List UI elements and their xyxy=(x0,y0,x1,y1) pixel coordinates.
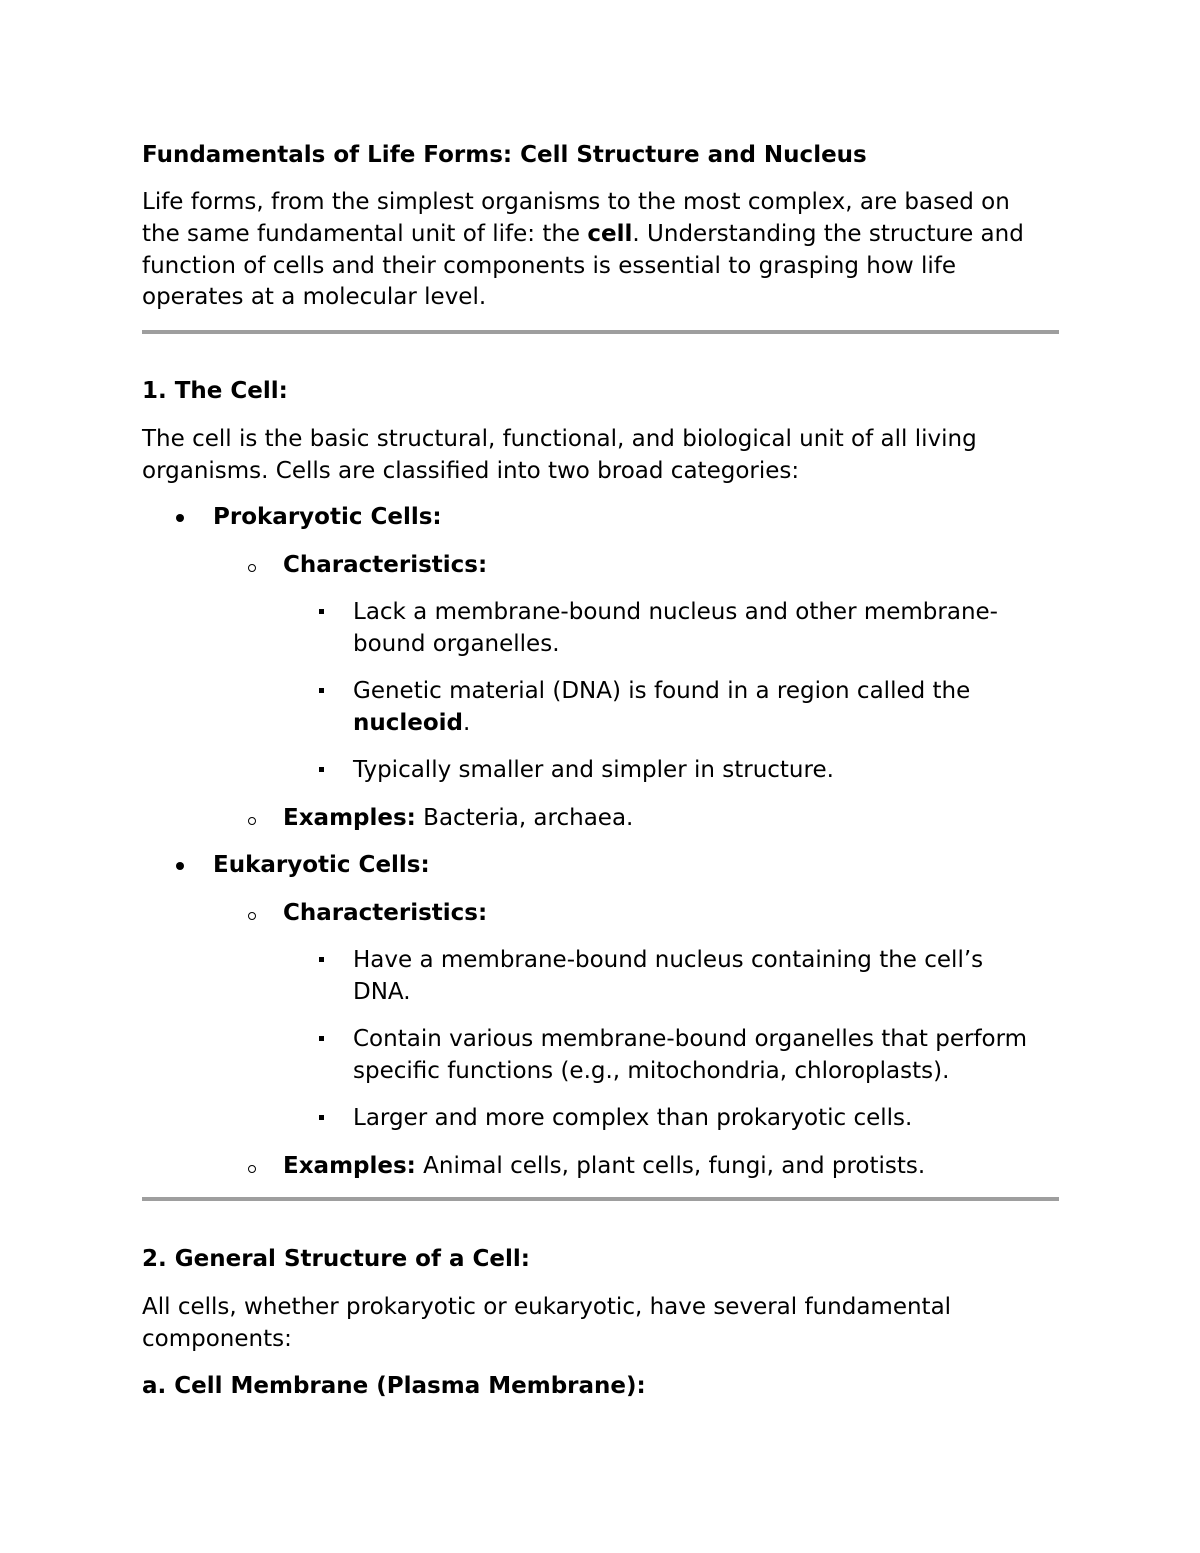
bullet-disc-icon xyxy=(176,862,184,870)
bullet-square-icon xyxy=(319,609,324,614)
prokaryotic-label: Prokaryotic Cells: xyxy=(213,504,442,530)
prokaryotic-characteristics-label: Characteristics: xyxy=(283,552,488,578)
bullet-square-icon xyxy=(319,767,324,772)
eukaryotic-label: Eukaryotic Cells: xyxy=(213,852,430,878)
section-2-para-line-2: components: xyxy=(142,1326,292,1352)
bold-term-nucleoid: nucleoid xyxy=(353,710,464,736)
bullet-square-icon xyxy=(319,1036,324,1041)
bullet-square-icon xyxy=(319,957,324,962)
prokaryotic-char-2-line-2: nucleoid. xyxy=(353,710,471,736)
bullet-square-icon xyxy=(319,1115,324,1120)
section-1-heading: 1. The Cell: xyxy=(142,378,288,404)
prokaryotic-examples: Examples: Bacteria, archaea. xyxy=(283,805,634,831)
bullet-circle-icon xyxy=(248,817,256,825)
eukaryotic-char-1-line-2: DNA. xyxy=(353,979,411,1005)
section-2-para-line-1: All cells, whether prokaryotic or eukaryotic, have several fundamental xyxy=(142,1294,952,1320)
section-2a-subheading: a. Cell Membrane (Plasma Membrane): xyxy=(142,1373,646,1399)
eukaryotic-char-1-line-1: Have a membrane-bound nucleus containing the cell’s xyxy=(353,947,984,973)
intro-line-1: Life forms, from the simplest organisms to the most complex, are based on xyxy=(142,189,1010,215)
eukaryotic-examples: Examples: Animal cells, plant cells, fungi, and protists. xyxy=(283,1153,926,1179)
prokaryotic-char-1-line-1: Lack a membrane-bound nucleus and other membrane- xyxy=(353,599,998,625)
section-1-para-line-1: The cell is the basic structural, functional, and biological unit of all living xyxy=(142,426,977,452)
bullet-circle-icon xyxy=(248,912,256,920)
document-title: Fundamentals of Life Forms: Cell Structure and Nucleus xyxy=(142,142,867,168)
bold-term-cell: cell xyxy=(587,221,633,247)
prokaryotic-char-3: Typically smaller and simpler in structure. xyxy=(353,757,834,783)
horizontal-divider xyxy=(142,330,1059,334)
section-1-para-line-2: organisms. Cells are classified into two broad categories: xyxy=(142,458,800,484)
eukaryotic-char-2-line-1: Contain various membrane-bound organelles that perform xyxy=(353,1026,1028,1052)
horizontal-divider xyxy=(142,1197,1059,1201)
section-2-heading: 2. General Structure of a Cell: xyxy=(142,1246,530,1272)
intro-line-2: the same fundamental unit of life: the cell. Understanding the structure and xyxy=(142,221,1024,247)
bullet-disc-icon xyxy=(176,514,184,522)
prokaryotic-char-2-line-1: Genetic material (DNA) is found in a region called the xyxy=(353,678,971,704)
eukaryotic-char-2-line-2: specific functions (e.g., mitochondria, chloroplasts). xyxy=(353,1058,950,1084)
eukaryotic-char-3: Larger and more complex than prokaryotic cells. xyxy=(353,1105,913,1131)
intro-line-4: operates at a molecular level. xyxy=(142,284,487,310)
bullet-square-icon xyxy=(319,688,324,693)
bullet-circle-icon xyxy=(248,564,256,572)
eukaryotic-characteristics-label: Characteristics: xyxy=(283,900,488,926)
prokaryotic-char-1-line-2: bound organelles. xyxy=(353,631,560,657)
bullet-circle-icon xyxy=(248,1165,256,1173)
intro-line-3: function of cells and their components is essential to grasping how life xyxy=(142,253,957,279)
